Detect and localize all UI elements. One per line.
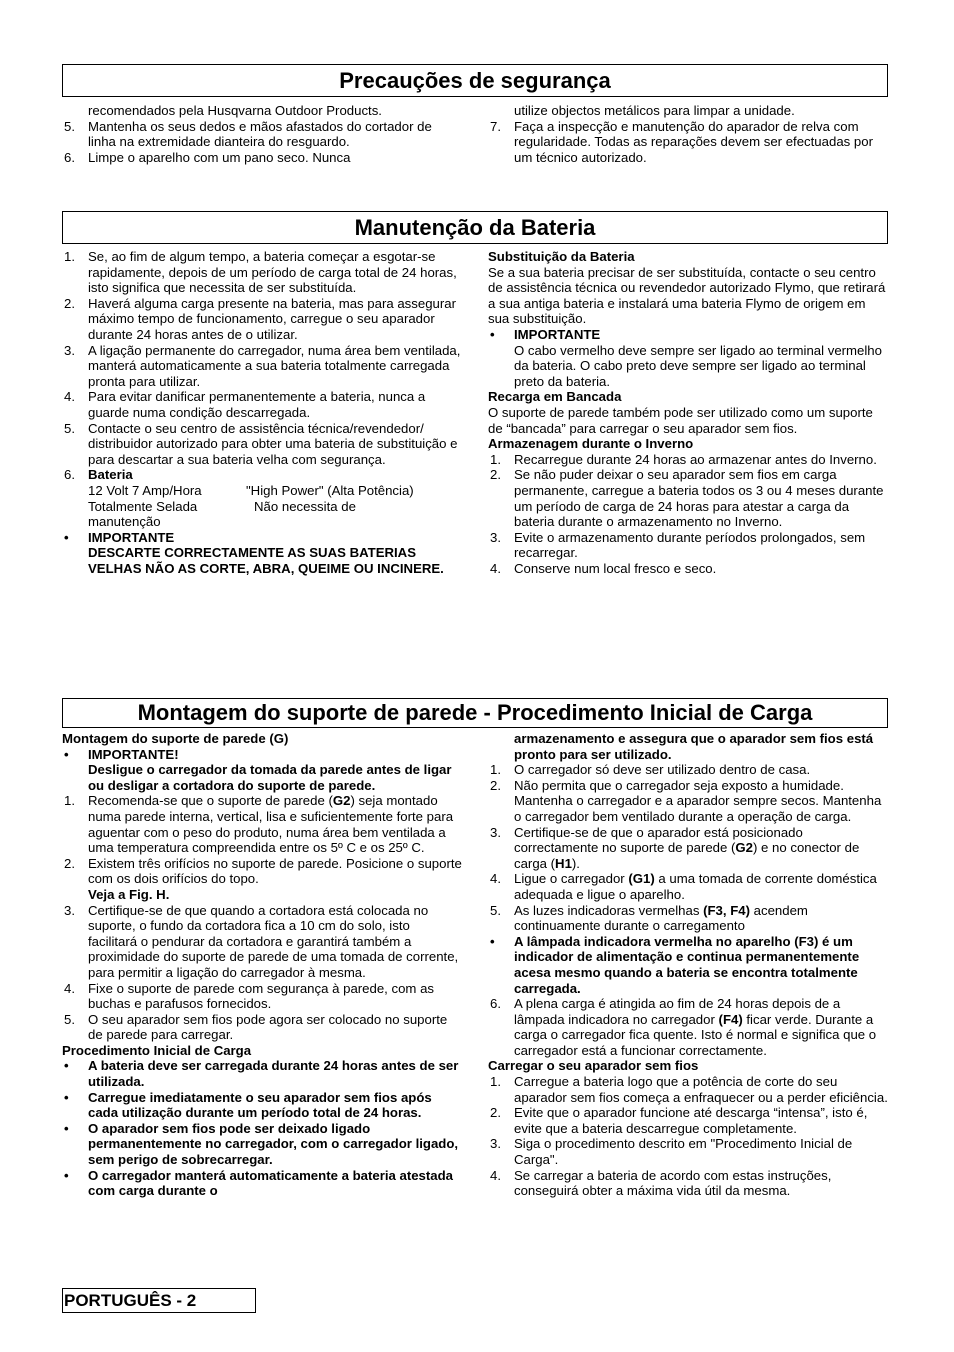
list-item: 3. Certifique-se de que quando a cortadora está colocada no suporte, o fundo da cortadora fica a 10 cm do solo, isto facilitará o pendurar da cortadora e garantirá também a proximidade do suporte de parede de uma tomada de corrente, para permitir a ligação do carregador à mesma.: [64, 902, 459, 980]
list-item: • O aparador sem fios pode ser deixado ligado permanentemente no carregador, com o carregador ligado, sem perigo de sobrecarregar.: [64, 1120, 459, 1168]
list-item: 5. O seu aparador sem fios pode agora ser colocado no suporte de parede para carregar.: [64, 1011, 448, 1043]
important-notice: • IMPORTANTE! Desligue o carregador da tomada da parede antes de ligar ou desligar a cortadora do suporte de parede.: [64, 746, 452, 793]
battery-left-column: [62, 249, 462, 576]
battery-spec-row: 12 Volt 7 Amp/Hora "High Power" (Alta Potência): [88, 482, 414, 498]
list-item: 3. Certifique-se de que o aparador está posicionado correctamente no suporte de parede (G2) e no conector de carga (H1).: [490, 824, 860, 871]
list-item: 1. O carregador só deve ser utilizado dentro de casa.: [490, 762, 811, 778]
important-notice: • IMPORTANTE DESCARTE CORRECTAMENTE AS SUAS BATERIAS VELHAS NÃO AS CORTE, ABRA, QUEIME OU INCINERE.: [64, 529, 444, 576]
paragraph: armazenamento e assegura que o aparador sem fios está pronto para ser utilizado.: [514, 731, 874, 762]
list-item: 2. Existem três orifícios no suporte de parede. Posicione o suporte com os dois orifícios do topo. Veja a Fig. H.: [64, 855, 462, 902]
list-item: 2. Evite que o aparador funcione até descarga “intensa”, isto é, evite que a bateria descarregue completamente.: [490, 1105, 868, 1136]
safety-left-column: [62, 103, 454, 165]
page-footer: PORTUGUÊS - 2: [62, 1288, 256, 1313]
list-item: 4. Fixe o suporte de parede com segurança à parede, com as buchas e parafusos fornecidos.: [64, 980, 435, 1012]
section-title-battery: Manutenção da Bateria: [62, 211, 888, 244]
list-item: 2. Haverá alguma carga presente na bateria, mas para assegurar máximo tempo de funcionamento, carregue o seu aparador durante 24 horas antes de o utilizar.: [64, 295, 456, 342]
list-item: 3. Evite o armazenamento durante períodos prolongados, sem recarregar.: [490, 529, 866, 561]
battery-spec-label: Bateria: [88, 467, 133, 483]
list-item: 4. Ligue o carregador (G1) a uma tomada de corrente doméstica adequada e ligue o aparelho.: [490, 871, 877, 902]
list-item: 2. Se não puder deixar o seu aparador sem fios em carga permanente, carregue a bateria todos os 3 ou 4 meses durante um período de carga de 24 horas para atestar a carga da bateria durante o armazenamento no Inverno.: [490, 467, 884, 530]
list-item: 3. Siga o procedimento descrito em "Procedimento Inicial de Carga".: [490, 1136, 853, 1168]
list-item: 4. Para evitar danificar permanentemente a bateria, nunca a guarde numa condição descarregada.: [64, 389, 426, 420]
subheading: Procedimento Inicial de Carga: [62, 1042, 252, 1058]
mount-right-column: [488, 731, 888, 1199]
subheading: Montagem do suporte de parede (G): [62, 731, 289, 746]
section-title-safety: Precauções de segurança: [62, 64, 888, 97]
paragraph: Se a sua bateria precisar de ser substituída, contacte o seu centro de assistência técnica ou revendedor autorizado Flymo, que retirará a sua antiga bateria e instalará uma bateria Flymo de origem em sua substituição.: [488, 264, 886, 327]
list-item: • A lâmpada indicadora vermelha no aparelho (F3) é um indicador de alimentação e continua permanentemente acesa mesmo quando a bateria se encontra totalmente carregada.: [490, 933, 860, 996]
list-item: 4. Conserve num local fresco e seco.: [490, 560, 717, 576]
list-item: 3. A ligação permanente do carregador, numa área bem ventilada, manterá automaticamente a sua bateria totalmente carregada pronta para utilizar.: [64, 342, 461, 389]
list-item: 7. Faça a inspecção e manutenção do aparador de relva com regularidade. Todas as reparações devem ser efectuadas por um técnico autorizado.: [490, 118, 873, 165]
list-item: 4. Se carregar a bateria de acordo com estas instruções, conseguirá obter a máxima vida útil da mesma.: [490, 1167, 832, 1199]
mount-left-column: [62, 731, 462, 1199]
list-item: 2. Não permita que o carregador seja exposto a humidade. Mantenha o carregador e a aparador sempre secos. Mantenha o carregador bem ventilado durante a operação de carga.: [490, 777, 882, 824]
list-item: recomendados pela Husqvarna Outdoor Products.: [88, 103, 382, 118]
subheading: Carregar o seu aparador sem fios: [488, 1058, 699, 1074]
safety-right-column: [488, 103, 888, 165]
list-item: • A bateria deve ser carregada durante 24 horas antes de ser utilizada.: [64, 1058, 459, 1090]
list-item: 6. Limpe o aparelho com um pano seco. Nunca: [64, 149, 351, 165]
list-item: 1. Recarregue durante 24 horas ao armazenar antes do Inverno.: [490, 451, 877, 467]
list-item: 1. Se, ao fim de algum tempo, a bateria começar a esgotar-se rapidamente, depois de um período de carga total de 24 horas, isto significa que necessita de ser substituída.: [64, 249, 457, 296]
important-notice: • IMPORTANTE O cabo vermelho deve sempre ser ligado ao terminal vermelho da bateria. O cabo preto deve sempre ser ligado ao terminal preto da bateria.: [490, 326, 882, 389]
battery-spec-item: 6. Bateria 12 Volt 7 Amp/Hora "High Power" (Alta Potência) Totalmente Selada Não necessita de manutenção: [62, 467, 462, 529]
list-item: • O carregador manterá automaticamente a bateria atestada com carga durante o: [64, 1167, 454, 1199]
list-item: utilize objectos metálicos para limpar a unidade.: [514, 103, 795, 118]
subheading: Recarga em Bancada: [488, 389, 622, 405]
subheading: Substituição da Bateria: [488, 249, 635, 264]
list-item: 5. As luzes indicadoras vermelhas (F3, F4) acendem continuamente durante o carregamento: [490, 902, 808, 934]
list-item: 1. Recomenda-se que o suporte de parede (G2) seja montado numa parede interna, vertical, lisa e suficientemente forte para aguentar com o peso do produto, numa área bem ventilada a uma temperatura compreendida entre os 5º C e os 25º C.: [64, 793, 454, 856]
subheading: Armazenagem durante o Inverno: [488, 436, 694, 452]
list-item: 5. Contacte o seu centro de assistência técnica/revendedor/ distribuidor autorizado para obter uma bateria de substituição e para descartar a sua bateria velha com segurança.: [64, 420, 458, 467]
section-title-wall-mount: Montagem do suporte de parede - Procedimento Inicial de Carga: [62, 698, 888, 728]
paragraph: O suporte de parede também pode ser utilizado como um suporte de “bancada” para carregar o seu aparador sem fios.: [488, 404, 873, 436]
list-item: • Carregue imediatamente o seu aparador sem fios após cada utilização durante um período total de 24 horas.: [64, 1089, 432, 1121]
list-item: 6. A plena carga é atingida ao fim de 24 horas depois de a lâmpada indicadora no carregador (F4) ficar verde. Durante a carga o carregador fica quente. Isto é normal e significa que o carregador está a funcionar correctamente.: [490, 996, 877, 1058]
list-item: 1. Carregue a bateria logo que a potência de corte do seu aparador sem fios começa a enfraquecer ou a perder eficiência.: [490, 1074, 888, 1105]
battery-right-column: [488, 249, 888, 576]
battery-spec-row: Totalmente Selada Não necessita de: [88, 498, 356, 514]
list-item: 5. Mantenha os seus dedos e mãos afastados do cortador de linha na extremidade dianteira do resguardo.: [64, 118, 432, 150]
